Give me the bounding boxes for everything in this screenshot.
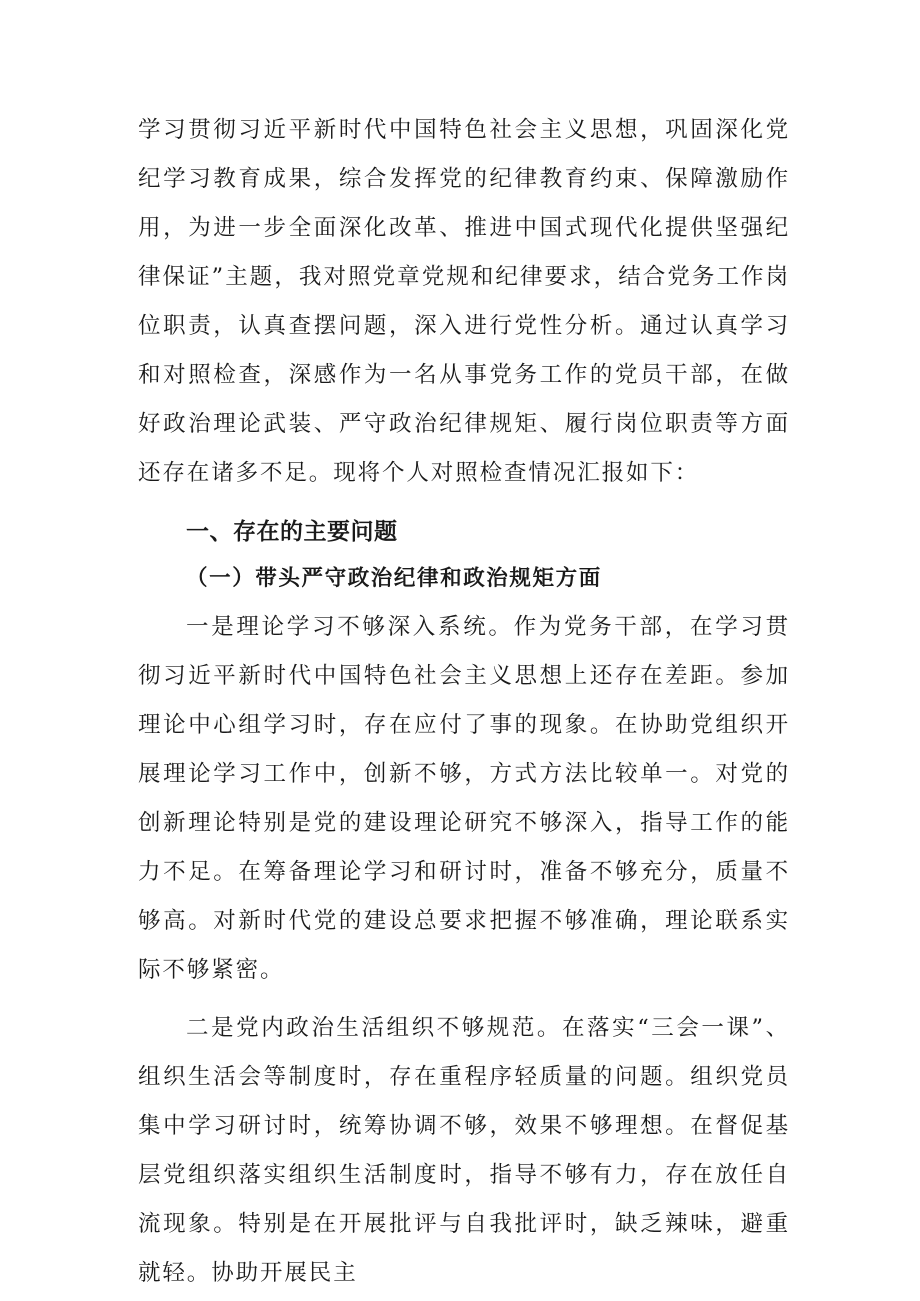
intro-paragraph: 学习贯彻习近平新时代中国特色社会主义思想，巩固深化党纪学习教育成果，综合发挥党的纪律教育约束、保障激励作用，为进一步全面深化改革、推进中国式现代化提供坚强纪律保证”主题，我对照党章党规和纪律要求，结合党务工作岗位职责，认真查摆问题，深入进行党性分析。通过认真学习和对照检查，深感作为一名从事党务工作的党员干部，在做好政治理论武装、严守政治纪律规矩、履行岗位职责等方面还存在诸多不足。现将个人对照检查情况汇报如下： bbox=[138, 117, 790, 486]
section-heading: 一、存在的主要问题 bbox=[186, 519, 398, 545]
document-body bbox=[138, 106, 790, 1298]
subsection-heading: （一）带头严守政治纪律和政治规矩方面 bbox=[186, 566, 602, 591]
body-paragraph-2: 二是党内政治生活组织不够规范。在落实“三会一课”、组织生活会等制度时，存在重程序轻质量的问题。组织党员集中学习研讨时，统筹协调不够，效果不够理想。在督促基层党组织落实组织生活制度时，指导不够有力，存在放任自流现象。特别是在开展批评与自我批评时，缺乏辣味，避重就轻。协助开展民主 bbox=[138, 1015, 790, 1286]
body-paragraph-1: 一是理论学习不够深入系统。作为党务干部，在学习贯彻习近平新时代中国特色社会主义思想上还存在差距。参加理论中心组学习时，存在应付了事的现象。在协助党组织开展理论学习工作中，创新不够，方式方法比较单一。对党的创新理论特别是党的建设理论研究不够深入，指导工作的能力不足。在筹备理论学习和研讨时，准备不够充分，质量不够高。对新时代党的建设总要求把握不够准确，理论联系实际不够紧密。 bbox=[138, 614, 790, 983]
